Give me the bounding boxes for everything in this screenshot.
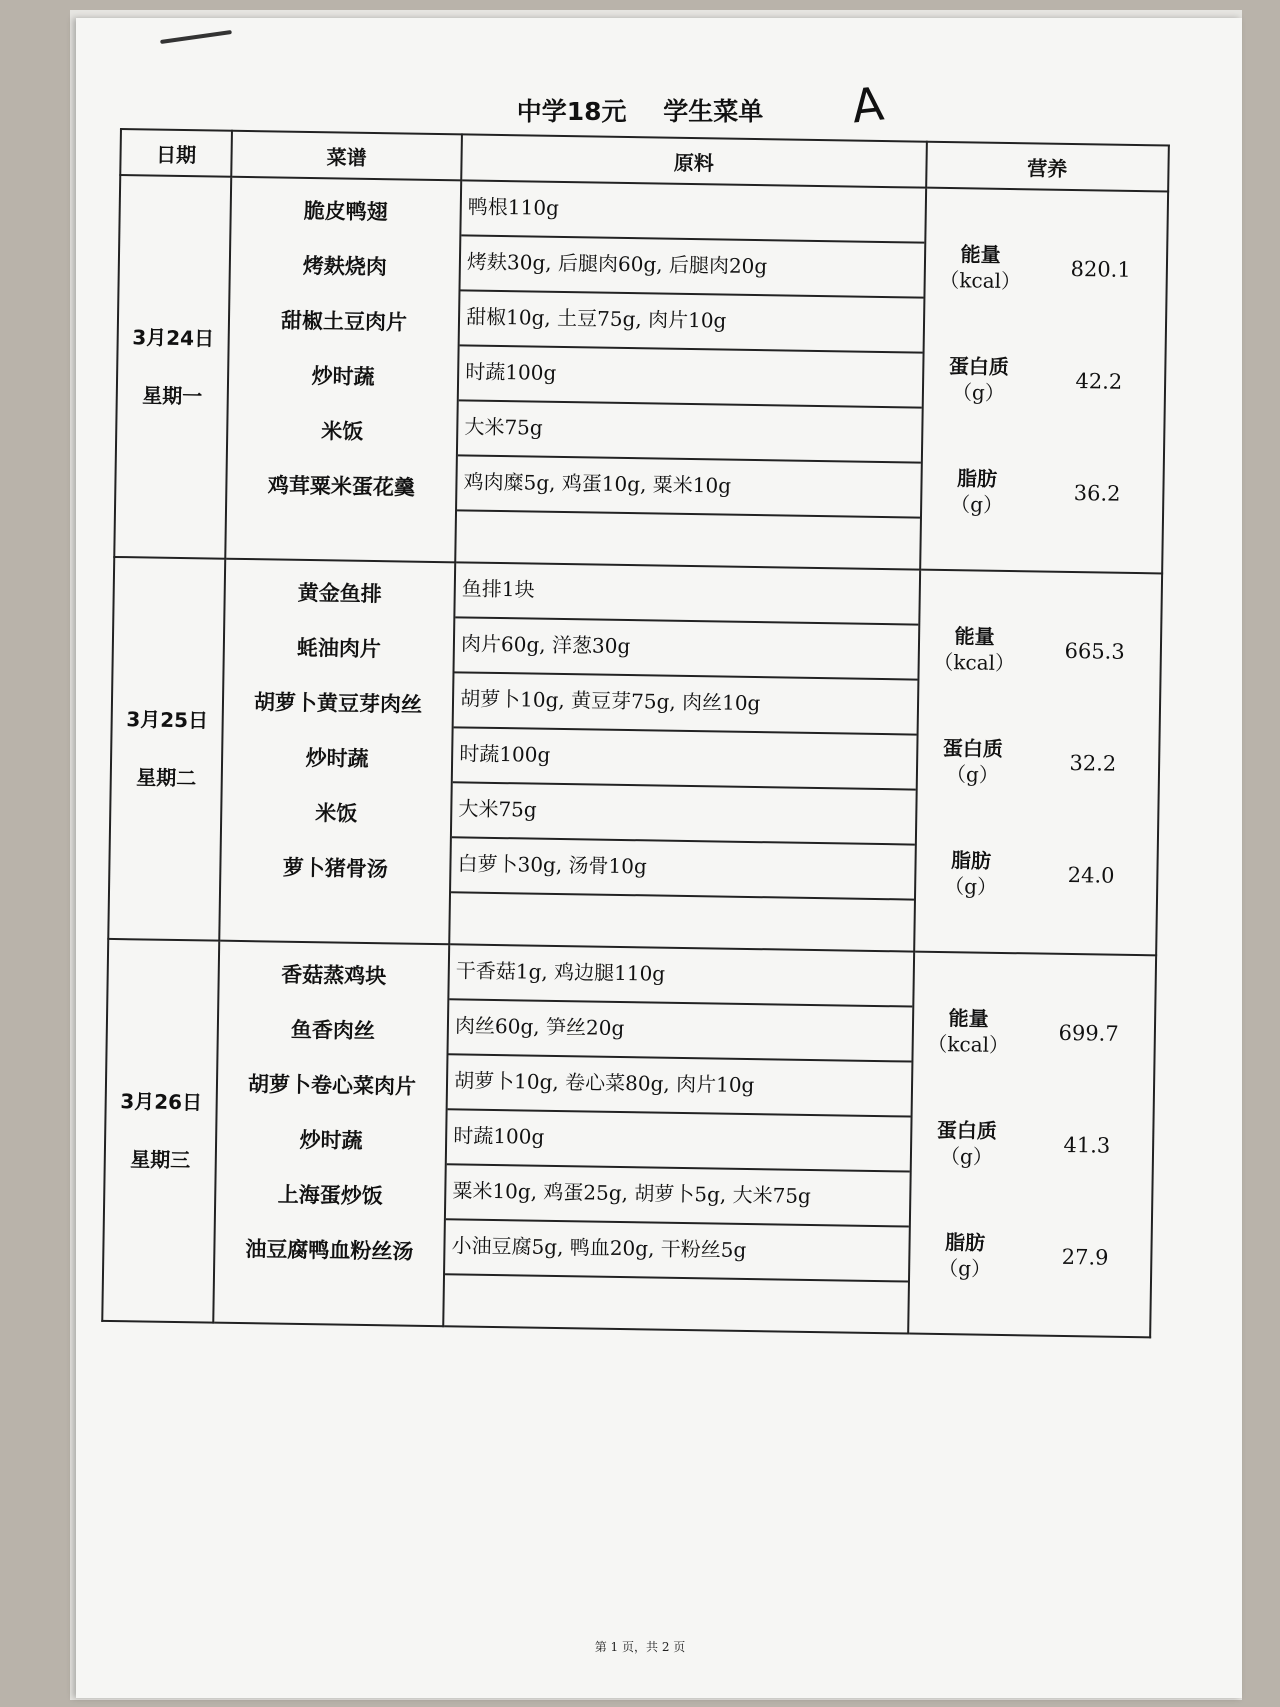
nutrition-label (917, 735, 1028, 789)
weekday-text: 星期三 (130, 1147, 191, 1173)
nutrition-item (915, 817, 1157, 933)
dish-name: 炒时蔬 (305, 745, 369, 771)
ingredient-line: 时蔬100g (447, 1110, 910, 1172)
nutrition-value: 42.2 (1075, 369, 1123, 394)
title-left: 中学18元 (516, 97, 627, 126)
dish-name: 炒时蔬 (299, 1127, 363, 1153)
dish-name: 烤麸烧肉 (302, 253, 388, 280)
ingredient-line: 粟米10g, 鸡蛋25g, 胡萝卜5g, 大米75g (446, 1165, 909, 1227)
nutrition-label (909, 1229, 1020, 1283)
date-text: 3月25日 (126, 707, 209, 733)
dish-name: 鸡茸粟米蛋花羹 (267, 473, 416, 500)
nutrition-value: 41.3 (1063, 1132, 1111, 1158)
dish-name: 炒时蔬 (311, 364, 375, 390)
nutrition-unit: （g） (951, 380, 1006, 405)
nutrition-label (923, 353, 1034, 407)
ingredient-line: 甜椒10g, 土豆75g, 肉片10g (460, 291, 923, 353)
dish-name: 甜椒土豆肉片 (280, 308, 408, 335)
nutrition-name: 能量 (954, 624, 995, 649)
header-date: 日期 (120, 129, 232, 177)
dish-name: 鱼香肉丝 (290, 1017, 376, 1044)
nutrition-name: 能量 (960, 242, 1001, 267)
ingredient-line: 小油豆腐5g, 鸭血20g, 干粉丝5g (445, 1220, 908, 1282)
ingredient-line: 时蔬100g (453, 728, 916, 790)
dish-name: 脆皮鸭翅 (303, 198, 388, 225)
nutrition-label (915, 847, 1026, 901)
dish-name: 胡萝卜黄豆芽肉丝 (253, 690, 423, 717)
nutrition-item (911, 1087, 1153, 1203)
day-row (108, 557, 1162, 955)
weekday-text: 星期一 (142, 383, 203, 409)
ingredient-line: 大米75g (452, 783, 915, 845)
day-row (114, 175, 1168, 573)
nutrition-cell (920, 188, 1168, 574)
nutrition-name: 蛋白质 (936, 1117, 998, 1143)
ingredient-line: 鸭根110g (461, 181, 924, 243)
nutrition-label (913, 1005, 1024, 1059)
nutrition-unit: （g） (945, 762, 1000, 787)
nutrition-value: 820.1 (1070, 256, 1131, 282)
ingredients-cell (455, 180, 925, 569)
header-ingredients: 原料 (461, 134, 926, 187)
nutrition-name: 蛋白质 (948, 354, 1010, 379)
dish-name: 米饭 (321, 419, 364, 444)
ingredient-line: 鸡肉糜5g, 鸡蛋10g, 粟米10g (457, 456, 920, 518)
date-cell (102, 939, 219, 1323)
nutrition-item (921, 435, 1163, 551)
nutrition-item (917, 705, 1159, 821)
ingredients-cell (443, 944, 913, 1333)
handwritten-mark: A (849, 76, 887, 134)
ingredients-cell (449, 562, 919, 951)
nutrition-label (911, 1117, 1022, 1171)
nutrition-value: 24.0 (1067, 862, 1115, 888)
nutrition-item (925, 211, 1167, 327)
ingredient-line: 肉丝60g, 笋丝20g (449, 1000, 912, 1062)
nutrition-name: 脂肪 (944, 1230, 986, 1255)
nutrition-unit: （g） (950, 492, 1004, 517)
ingredient-line: 干香菇1g, 鸡边腿110g (449, 945, 912, 1007)
ingredient-line: 胡萝卜10g, 黄豆芽75g, 肉丝10g (454, 673, 917, 735)
nutrition-value: 36.2 (1073, 481, 1121, 506)
dish-name: 萝卜猪骨汤 (282, 855, 389, 882)
nutrition-value: 699.7 (1058, 1020, 1119, 1046)
nutrition-label (919, 623, 1030, 677)
dish-name: 油豆腐鸭血粉丝汤 (245, 1237, 414, 1264)
ingredient-line: 时蔬100g (459, 346, 922, 408)
dish-name: 上海蛋炒饭 (277, 1182, 383, 1209)
date-cell (114, 175, 231, 559)
nutrition-item (913, 975, 1155, 1091)
header-dish: 菜谱 (231, 131, 462, 181)
dish-name: 胡萝卜卷心菜肉片 (247, 1072, 417, 1099)
nutrition-label (925, 241, 1036, 295)
nutrition-item (919, 593, 1161, 709)
nutrition-item (909, 1199, 1151, 1315)
weekday-text: 星期二 (136, 765, 197, 791)
date-cell (108, 557, 225, 941)
nutrition-cell (914, 570, 1162, 956)
page-footer: 第 1 页，共 2 页 (594, 1640, 686, 1654)
day-row (102, 939, 1156, 1337)
nutrition-name: 蛋白质 (942, 736, 1004, 761)
dishes-cell (219, 559, 455, 945)
nutrition-name: 脂肪 (950, 848, 992, 873)
nutrition-unit: （g） (939, 1144, 994, 1169)
dish-name: 黄金鱼排 (297, 580, 382, 607)
menu-table (101, 128, 1170, 1338)
ingredient-line: 鱼排1块 (455, 563, 918, 625)
title-right: 学生菜单 (663, 97, 764, 126)
nutrition-value: 27.9 (1061, 1244, 1109, 1270)
nutrition-item (923, 323, 1165, 439)
nutrition-name: 脂肪 (956, 466, 998, 491)
dish-name: 米饭 (315, 801, 358, 826)
ingredient-blank-line (456, 511, 919, 568)
nutrition-unit: （kcal） (927, 1031, 1010, 1058)
ingredient-line: 烤麸30g, 后腿肉60g, 后腿肉20g (461, 236, 924, 298)
header-nutrition: 营养 (926, 142, 1169, 192)
dishes-cell (213, 941, 449, 1327)
nutrition-unit: （kcal） (939, 267, 1022, 294)
nutrition-value: 32.2 (1069, 750, 1117, 776)
ingredient-line: 白萝卜30g, 汤骨10g (451, 838, 914, 900)
ingredient-blank-line (444, 1275, 907, 1332)
dishes-cell (225, 177, 461, 563)
nutrition-unit: （g） (938, 1255, 992, 1281)
ingredient-line: 胡萝卜10g, 卷心菜80g, 肉片10g (448, 1055, 911, 1117)
nutrition-name: 能量 (948, 1006, 989, 1031)
date-text: 3月24日 (132, 325, 215, 351)
dish-name: 香菇蒸鸡块 (281, 962, 387, 989)
ingredient-line: 肉片60g, 洋葱30g (455, 618, 918, 680)
nutrition-cell (908, 952, 1156, 1338)
ingredient-line: 大米75g (458, 401, 921, 463)
nutrition-value: 665.3 (1064, 638, 1125, 664)
ingredient-blank-line (450, 893, 913, 950)
nutrition-unit: （g） (944, 874, 998, 899)
nutrition-unit: （kcal） (933, 649, 1016, 676)
page-title (0, 92, 1280, 128)
date-text: 3月26日 (120, 1089, 203, 1115)
dish-name: 蚝油肉片 (296, 635, 382, 662)
nutrition-label (921, 465, 1032, 519)
